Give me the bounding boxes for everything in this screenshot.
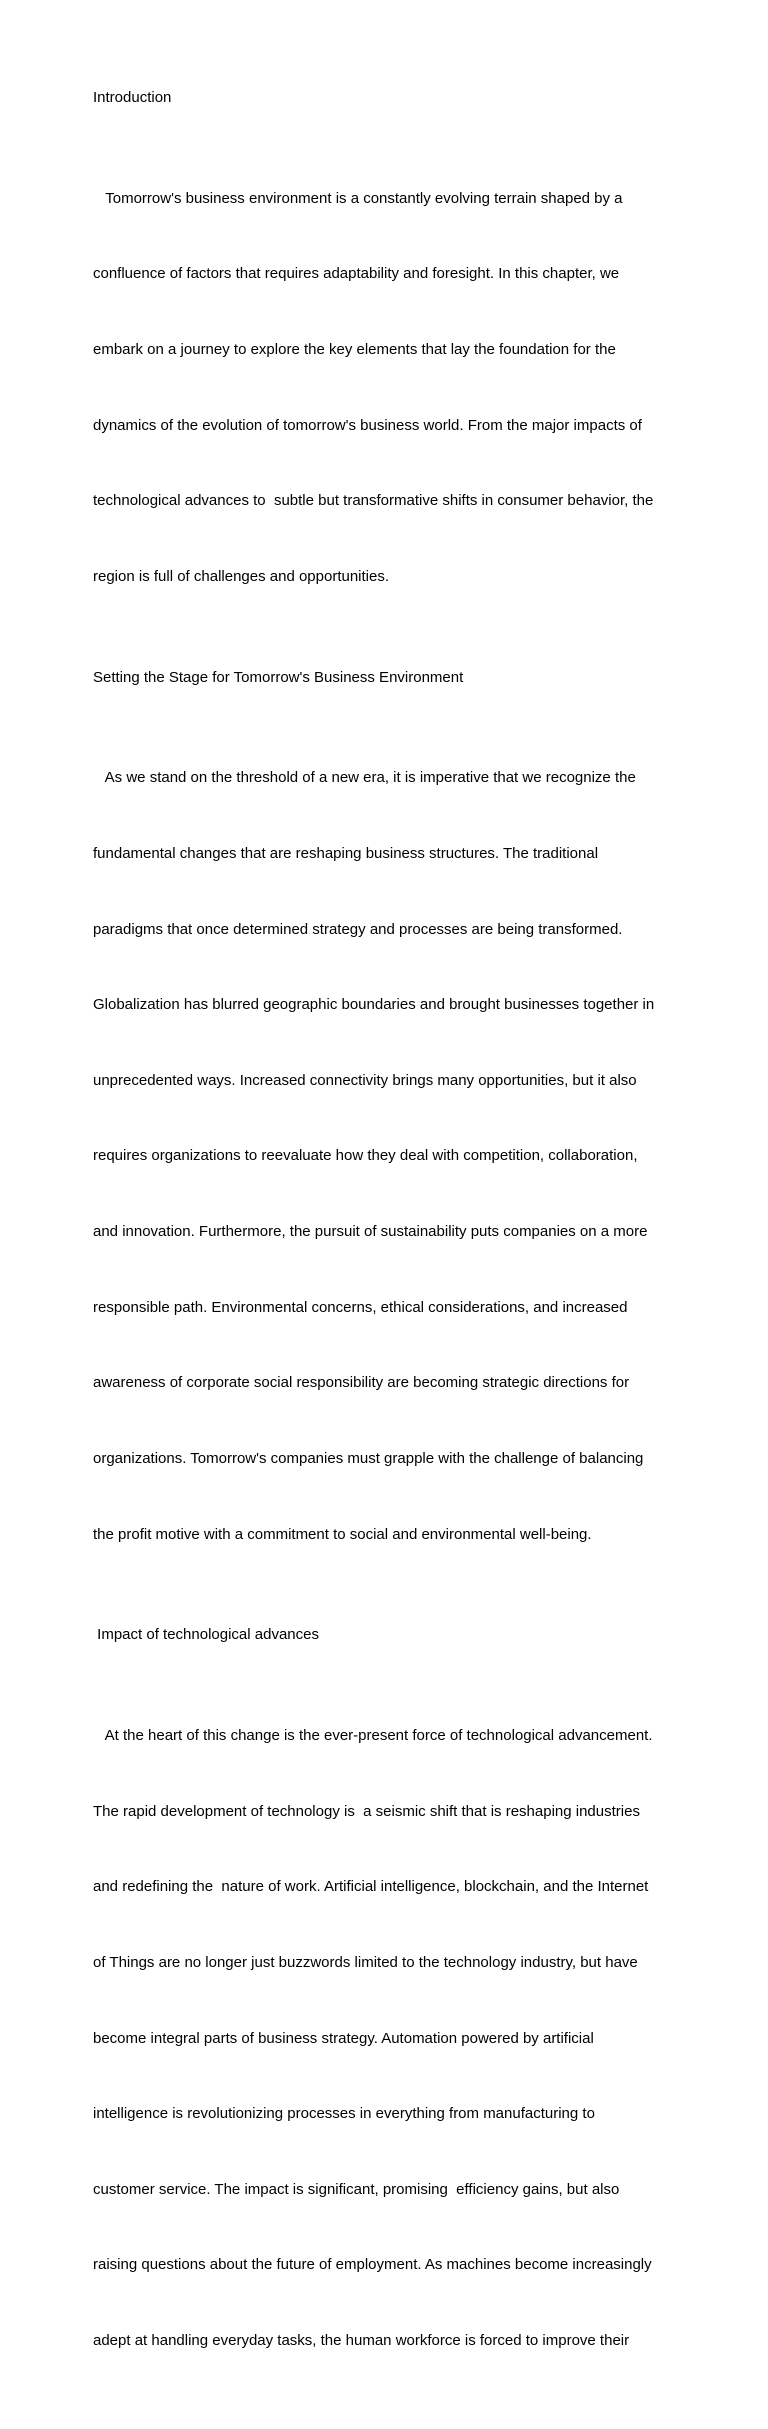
paragraph-line: Tomorrow's business environment is a constantly evolving terrain shaped by a — [93, 189, 623, 207]
paragraph-line: The rapid development of technology is a seismic shift that is reshaping industries — [93, 1802, 640, 1820]
paragraph-line: unprecedented ways. Increased connectivity brings many opportunities, but it also — [93, 1071, 637, 1089]
paragraph-line: customer service. The impact is significant, promising efficiency gains, but also — [93, 2180, 620, 2198]
section-heading-introduction: Introduction — [93, 89, 172, 106]
paragraph-line: and redefining the nature of work. Artificial intelligence, blockchain, and the Internet — [93, 1878, 649, 1896]
paragraph-line: dynamics of the evolution of tomorrow's business world. From the major impacts of — [93, 416, 642, 434]
paragraph-line: the profit motive with a commitment to social and environmental well-being. — [93, 1525, 592, 1543]
section-paragraph-introduction — [93, 135, 683, 639]
section-paragraph-setting-the-stage — [93, 715, 683, 1597]
paragraph-line: and innovation. Furthermore, the pursuit of sustainability puts companies on a more — [93, 1223, 648, 1241]
paragraph-line: adept at handling everyday tasks, the human workforce is forced to improve their — [93, 2332, 630, 2349]
section-paragraph-technological-advances — [93, 1673, 683, 2404]
paragraph-line: organizations. Tomorrow's companies must grapple with the challenge of balancing — [93, 1449, 644, 1467]
paragraph-line: raising questions about the future of employment. As machines become increasingly — [93, 2256, 652, 2274]
paragraph-line: Globalization has blurred geographic boundaries and brought businesses together in — [93, 996, 655, 1014]
paragraph-line: of Things are no longer just buzzwords limited to the technology industry, but have — [93, 1953, 638, 1971]
paragraph-line: confluence of factors that requires adaptability and foresight. In this chapter, we — [93, 265, 620, 283]
paragraph-line: technological advances to subtle but transformative shifts in consumer behavior, the — [93, 492, 654, 510]
paragraph-line: responsible path. Environmental concerns, ethical considerations, and increased — [93, 1298, 628, 1316]
document-body — [93, 85, 683, 2429]
paragraph-line: As we stand on the threshold of a new era, it is imperative that we recognize the — [93, 769, 636, 787]
paragraph-line: awareness of corporate social responsibility are becoming strategic directions for — [93, 1374, 630, 1392]
paragraph-line: At the heart of this change is the ever-present force of technological advancement. — [93, 1727, 653, 1745]
paragraph-line: requires organizations to reevaluate how they deal with competition, collaboration, — [93, 1147, 638, 1165]
paragraph-line: embark on a journey to explore the key elements that lay the foundation for the — [93, 341, 616, 359]
paragraph-line: region is full of challenges and opportunities. — [93, 567, 390, 585]
section-heading-technological-advances: Impact of technological advances — [93, 1626, 319, 1644]
paragraph-line: fundamental changes that are reshaping business structures. The traditional — [93, 845, 599, 863]
section-heading-setting-the-stage: Setting the Stage for Tomorrow's Business Environment — [93, 668, 464, 686]
paragraph-line: intelligence is revolutionizing processes in everything from manufacturing to — [93, 2105, 595, 2123]
paragraph-line: paradigms that once determined strategy and processes are being transformed. — [93, 920, 623, 938]
paragraph-line: become integral parts of business strategy. Automation powered by artificial — [93, 2029, 594, 2047]
